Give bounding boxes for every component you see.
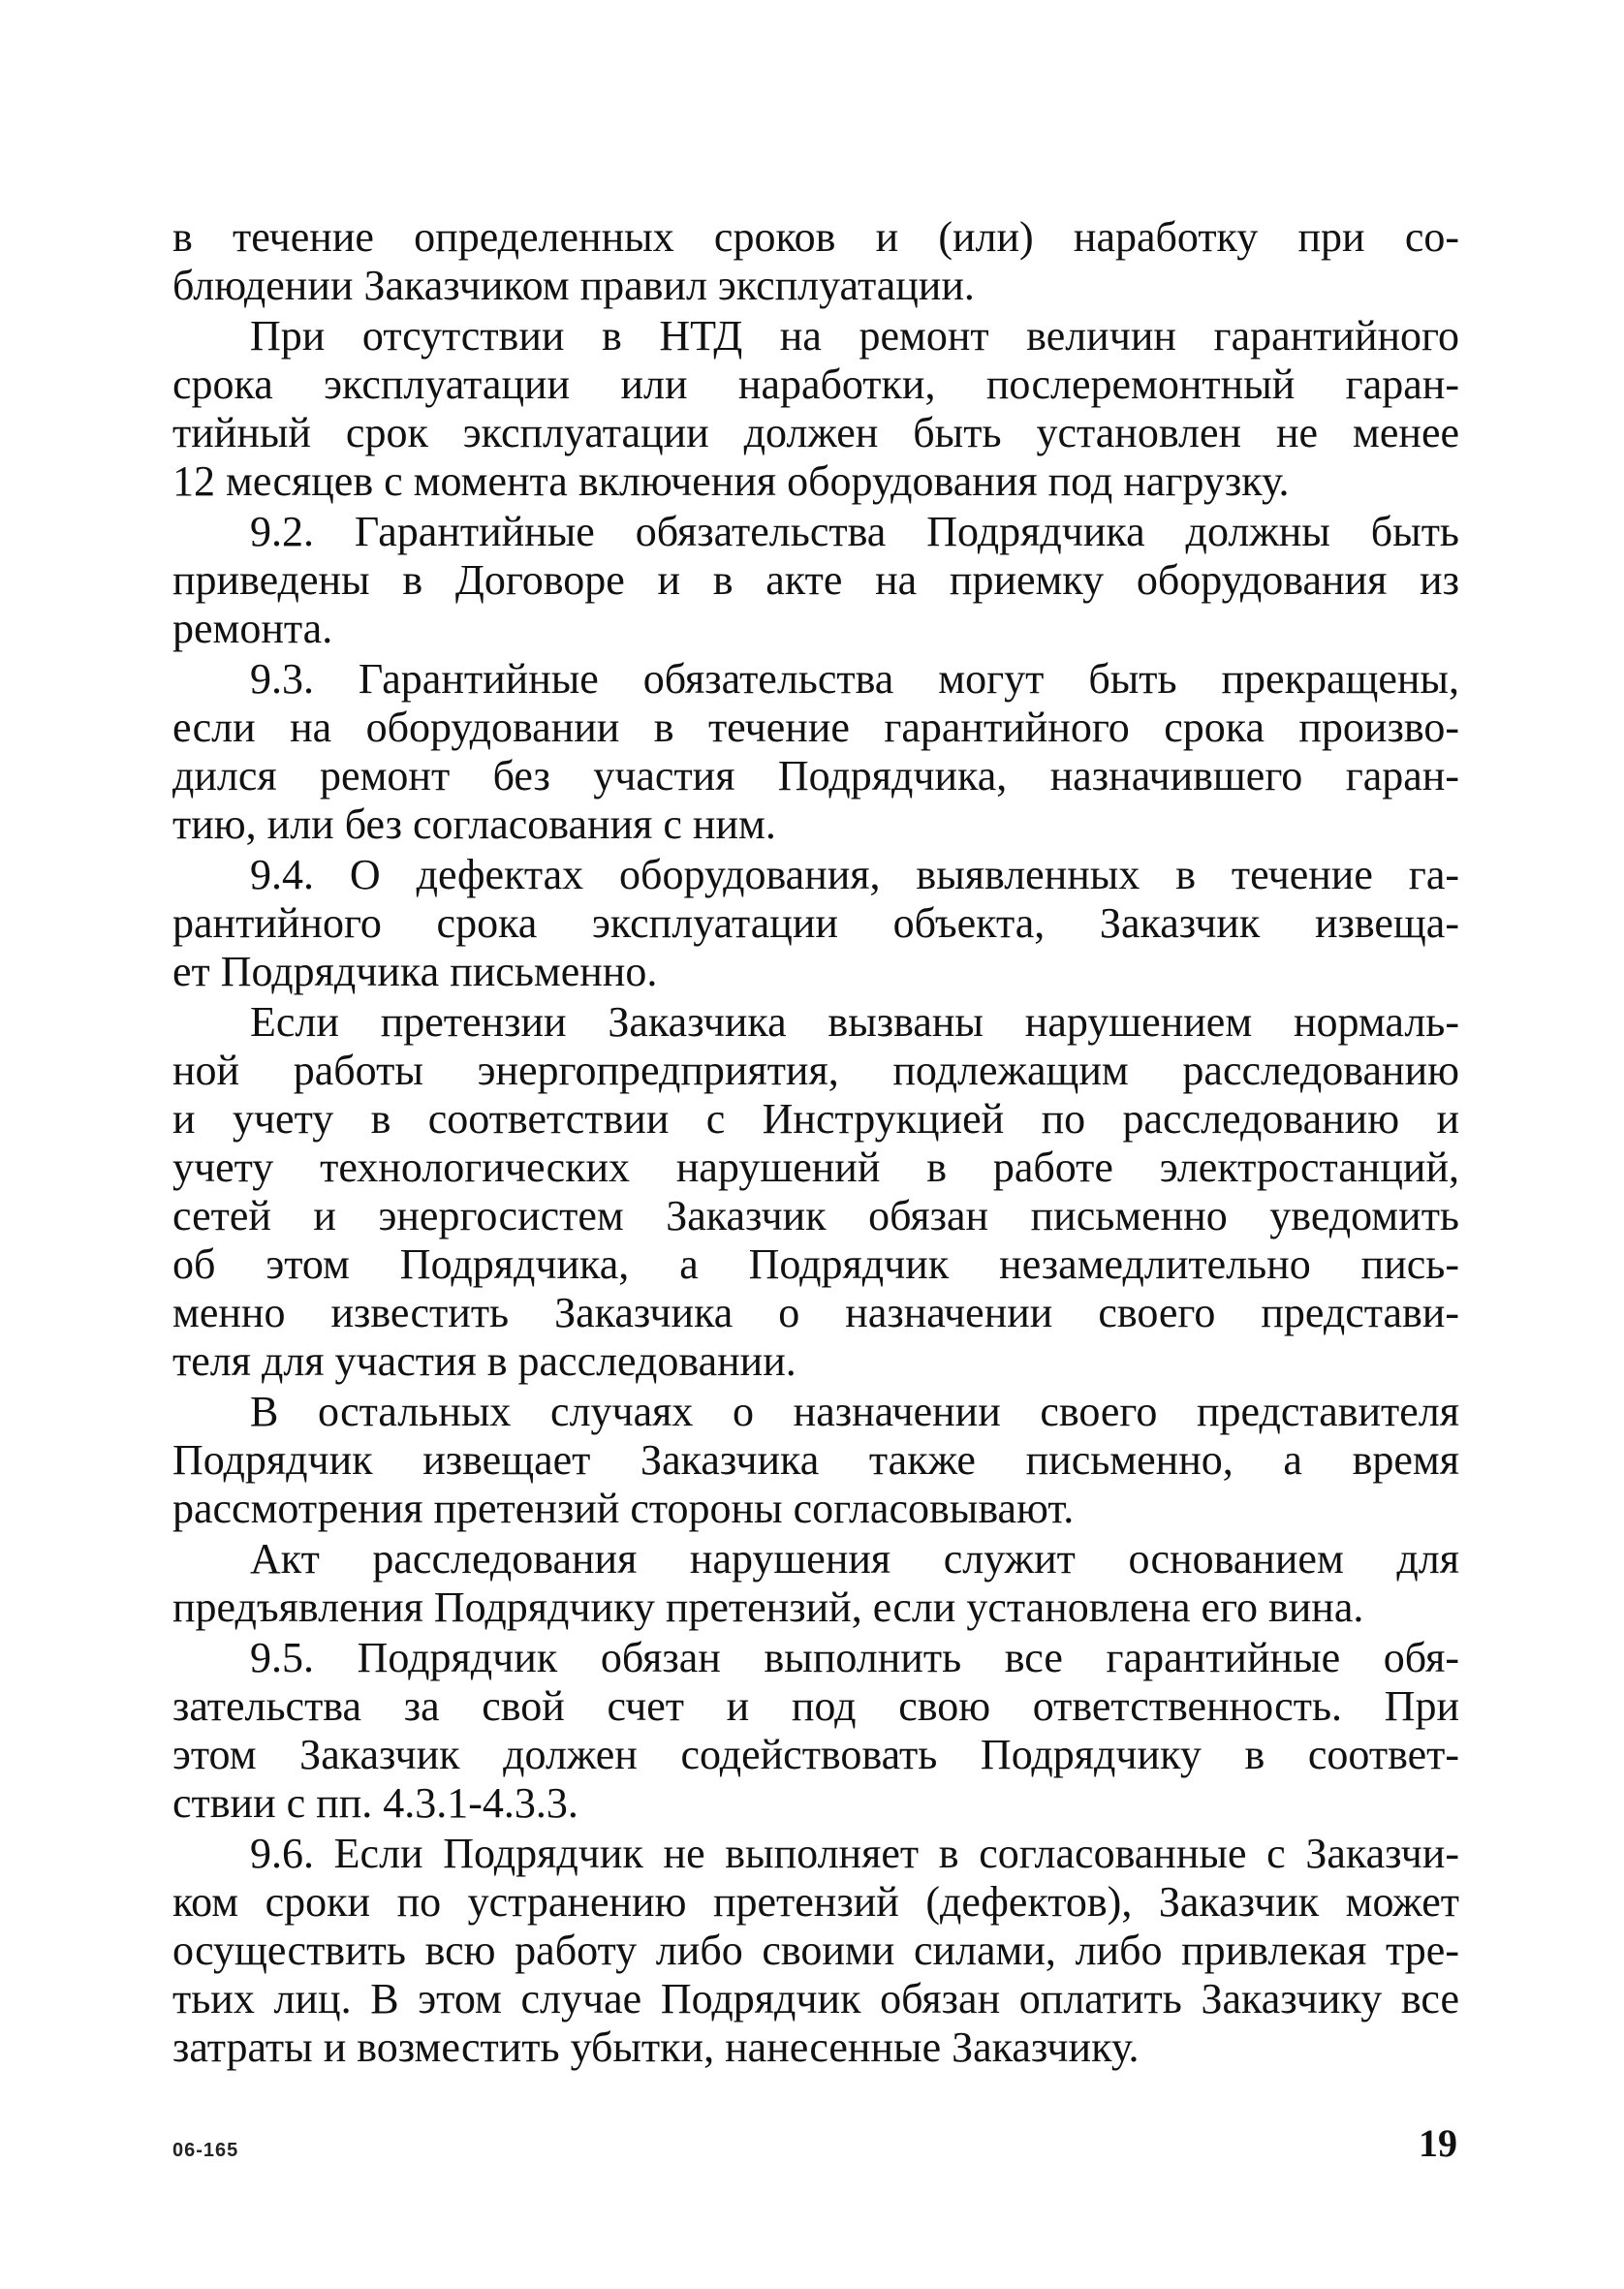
text-line: затраты и возместить убытки, нанесенные Заказчику.	[172, 2023, 1140, 2071]
text-line: ком сроки по устранению претензий (дефектов), Заказчик может	[172, 1878, 1459, 1926]
text-line: дился ремонт без участия Подрядчика, назначившего гаран-	[172, 752, 1459, 800]
text-line: Акт расследования нарушения служит основанием для	[250, 1535, 1459, 1583]
text-line: тийный срок эксплуатации должен быть установлен не менее	[172, 409, 1459, 456]
text-line: тию, или без согласования с ним.	[172, 800, 776, 848]
text-line: предъявления Подрядчику претензий, если установлена его вина.	[172, 1583, 1364, 1631]
text-line: Если претензии Заказчика вызваны нарушением нормаль-	[250, 998, 1459, 1046]
text-line: ремонта.	[172, 605, 333, 652]
text-line: сетей и энергосистем Заказчик обязан письменно уведомить	[172, 1192, 1459, 1239]
text-line: тьих лиц. В этом случае Подрядчик обязан оплатить Заказчику все	[172, 1975, 1459, 2022]
text-line: срока эксплуатации или наработки, послеремонтный гаран-	[172, 361, 1459, 408]
text-line: 9.3. Гарантийные обязательства могут быть прекращены,	[250, 655, 1459, 703]
text-line: ной работы энергопредприятия, подлежащим расследованию	[172, 1047, 1459, 1094]
text-line: теля для участия в расследовании.	[172, 1337, 796, 1385]
text-line: осуществить всю работу либо своими силами, либо привлекая тре-	[172, 1927, 1459, 1974]
text-line: 9.6. Если Подрядчик не выполняет в согласованные с Заказчи-	[250, 1830, 1459, 1877]
page-number: 19	[1419, 2121, 1457, 2165]
text-line: учету технологических нарушений в работе электростанций,	[172, 1144, 1459, 1191]
text-line: 9.4. О дефектах оборудования, выявленных в течение га-	[250, 851, 1459, 898]
text-line: приведены в Договоре и в акте на приемку оборудования из	[172, 556, 1459, 604]
text-line: ствии с пп. 4.3.1-4.3.3.	[172, 1779, 578, 1827]
text-line: если на оборудовании в течение гарантийного срока произво-	[172, 704, 1459, 751]
text-line: менно известить Заказчика о назначении своего представи-	[172, 1289, 1459, 1336]
document-body	[172, 213, 1459, 2072]
text-line: зательства за свой счет и под свою ответственность. При	[172, 1682, 1459, 1730]
text-line: блюдении Заказчиком правил эксплуатации.	[172, 262, 975, 309]
text-line: 9.2. Гарантийные обязательства Подрядчика должны быть	[250, 508, 1459, 555]
text-line: этом Заказчик должен содействовать Подрядчику в соответ-	[172, 1731, 1459, 1778]
text-line: При отсутствии в НТД на ремонт величин гарантийного	[250, 312, 1459, 360]
text-line: ет Подрядчика письменно.	[172, 948, 658, 995]
text-line: Подрядчик извещает Заказчика также письменно, а время	[172, 1436, 1459, 1484]
text-line: 9.5. Подрядчик обязан выполнить все гарантийные обя-	[250, 1634, 1459, 1681]
text-line: 12 месяцев с момента включения оборудования под нагрузку.	[172, 457, 1290, 505]
text-line: рантийного срока эксплуатации объекта, Заказчик извеща-	[172, 899, 1459, 947]
text-line: В остальных случаях о назначении своего представителя	[250, 1388, 1459, 1435]
text-line: об этом Подрядчика, а Подрядчик незамедлительно пись-	[172, 1240, 1459, 1288]
text-line: и учету в соответствии с Инструкцией по расследованию и	[172, 1095, 1459, 1143]
text-line: в течение определенных сроков и (или) наработку при со-	[172, 213, 1459, 261]
text-line: рассмотрения претензий стороны согласовывают.	[172, 1485, 1075, 1532]
print-code: 06-165	[172, 2140, 239, 2161]
